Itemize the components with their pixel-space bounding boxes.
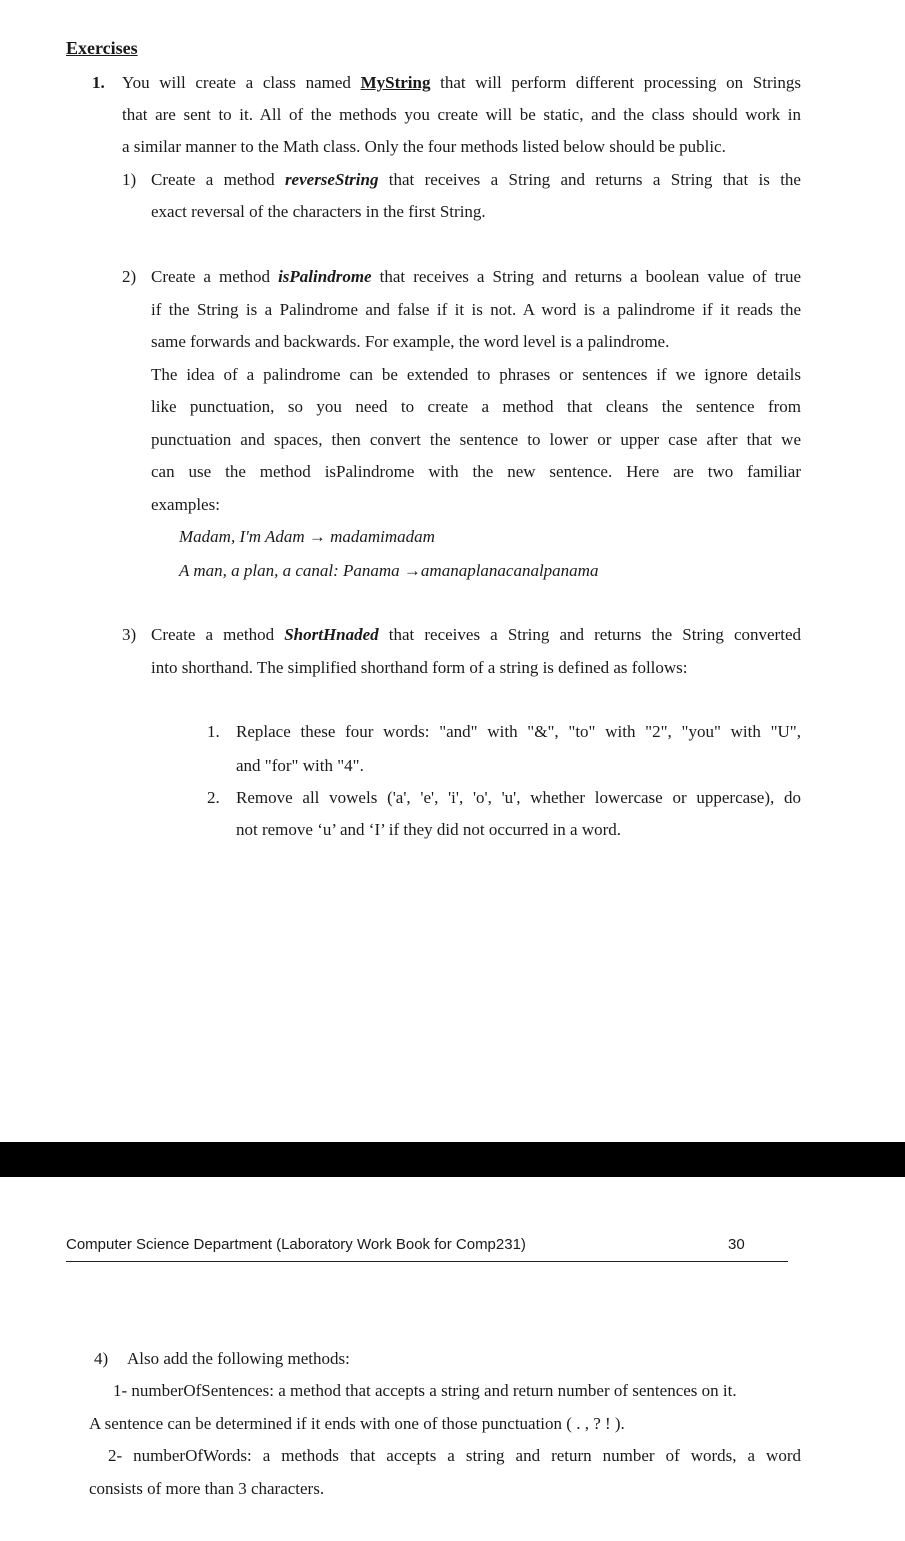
- item4-line-2: A sentence can be determined if it ends with one of those punctuation ( . , ? ! ).: [89, 1414, 625, 1433]
- method-name: ShortHnaded: [284, 625, 379, 644]
- item2-line-8: examples:: [151, 495, 220, 514]
- rule-number: 2.: [207, 788, 220, 807]
- item4-title: Also add the following methods:: [127, 1349, 350, 1368]
- item2-line-1: [151, 267, 801, 287]
- exercise-intro-line-3: a similar manner to the Math class. Only the four methods listed below should be public.: [122, 137, 726, 156]
- section-heading: Exercises: [66, 38, 138, 58]
- exercise-intro-line-1: [122, 73, 801, 93]
- intro-text: You will create a class named: [122, 73, 361, 92]
- rule-number: 1.: [207, 722, 220, 741]
- item2-line-6: punctuation and spaces, then convert the sentence to lower or upper case after that we: [151, 430, 801, 449]
- item-text: that receives a String and returns the String converted: [378, 625, 801, 644]
- item-text: that receives a String and returns a boolean value of true: [371, 267, 802, 286]
- footer-rule: [66, 1261, 788, 1262]
- item4-line-3: 2- numberOfWords: a methods that accepts a string and return number of words, a word: [108, 1446, 801, 1465]
- item-number: 2): [122, 267, 137, 286]
- rule-1-line-2: and "for" with "4".: [236, 756, 364, 775]
- item3-line-2: into shorthand. The simplified shorthand form of a string is defined as follows:: [151, 658, 688, 677]
- item-text: that receives a String and returns a String that is the: [378, 170, 801, 189]
- item-text: Create a method: [151, 625, 285, 644]
- method-name: reverseString: [284, 170, 379, 189]
- item2-line-5: like punctuation, so you need to create a method that cleans the sentence from: [151, 397, 801, 416]
- exercise-number: 1.: [92, 73, 105, 92]
- page-number: 30: [728, 1236, 745, 1253]
- item-number: 3): [122, 625, 137, 644]
- item2-line-7: can use the method isPalindrome with the new sentence. Here are two familiar: [151, 462, 801, 481]
- item2-line-2: if the String is a Palindrome and false if it is not. A word is a palindrome if it reads the: [151, 300, 801, 319]
- item-text: Create a method: [151, 170, 285, 189]
- page-break-bar: [0, 1142, 905, 1177]
- class-name: MyString: [360, 73, 431, 92]
- intro-text: that will perform different processing on Strings: [430, 73, 801, 92]
- item3-line-1: [151, 625, 801, 645]
- item1-line-1: [151, 170, 801, 190]
- item-text: Create a method: [151, 267, 279, 286]
- item4-line-1: 1- numberOfSentences: a method that accepts a string and return number of sentences on it.: [113, 1381, 737, 1400]
- palindrome-example-2: A man, a plan, a canal: Panama →amanaplanacanalpanama: [179, 561, 599, 580]
- item-number: 4): [94, 1349, 109, 1368]
- item-number: 1): [122, 170, 137, 189]
- rule-2-line-1: Remove all vowels ('a', 'e', 'i', 'o', 'u', whether lowercase or uppercase), do: [236, 788, 801, 807]
- item1-line-2: exact reversal of the characters in the first String.: [151, 202, 486, 221]
- rule-1-line-1: Replace these four words: "and" with "&", "to" with "2", "you" with "U",: [236, 722, 801, 741]
- exercise-intro-line-2: that are sent to it. All of the methods you create will be static, and the class should work in: [122, 105, 801, 124]
- item2-line-4: The idea of a palindrome can be extended to phrases or sentences if we ignore details: [151, 365, 801, 384]
- item4-line-4: consists of more than 3 characters.: [89, 1479, 325, 1498]
- palindrome-example-1: Madam, I'm Adam → madamimadam: [179, 527, 435, 546]
- item2-line-3: same forwards and backwards. For example, the word level is a palindrome.: [151, 332, 670, 351]
- rule-2-line-2: not remove ‘u’ and ‘I’ if they did not occurred in a word.: [236, 820, 622, 839]
- method-name: isPalindrome: [278, 267, 372, 286]
- page-footer-text: Computer Science Department (Laboratory Work Book for Comp231): [66, 1236, 526, 1253]
